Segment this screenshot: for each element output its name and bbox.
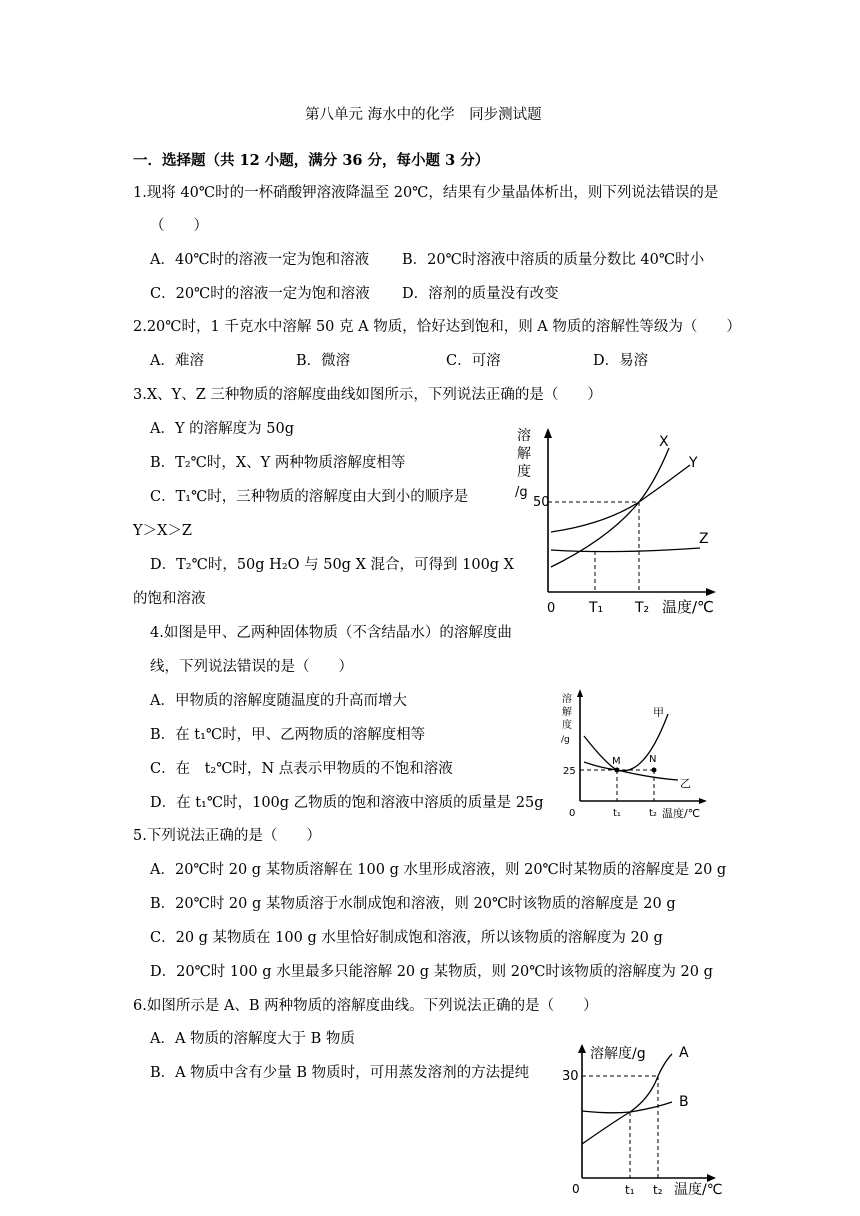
- q4-curve-yi: [584, 762, 678, 780]
- q4-tick-25: 25: [563, 766, 576, 777]
- q4-ylabel-4: /g: [561, 735, 570, 745]
- q3-option-d: D．T₂℃时，50g H₂O 与 50g X 混合，可得到 100g X: [150, 557, 515, 573]
- q3-y-arrow: [544, 428, 552, 438]
- q3-solubility-graph: [505, 420, 725, 620]
- q3-ylabel-1: 溶: [517, 428, 531, 444]
- q3-option-c: C．T₁℃时，三种物质的溶解度由大到小的顺序是: [150, 489, 469, 505]
- q6-solubility-graph: [560, 1036, 730, 1206]
- q4-label-jia: 甲: [653, 706, 664, 719]
- q3-curve-z: [551, 548, 700, 552]
- q6-x-arrow: [707, 1174, 716, 1182]
- q3-stem: 3.X、Y、Z 三种物质的溶解度曲线如图所示，下列说法正确的是（ ）: [133, 387, 602, 403]
- q6-y-arrow: [578, 1044, 586, 1053]
- q3-tick-t1: T₁: [589, 600, 604, 616]
- q5-option-c: C．20 g 某物质在 100 g 水里恰好制成饱和溶液，所以该物质的溶解度为 20 g: [150, 930, 663, 946]
- q4-point-n: [652, 768, 657, 773]
- q5-option-a: A．20℃时 20 g 某物质溶解在 100 g 水里形成溶液，则 20℃时某物质的溶解度是 20 g: [150, 862, 727, 878]
- q6-option-a: A．A 物质的溶解度大于 B 物质: [150, 1031, 355, 1047]
- q4-option-d: D．在 t₁℃时，100g 乙物质的饱和溶液中溶质的质量是 25g: [150, 795, 544, 811]
- q3-ylabel-4: /g: [515, 485, 528, 500]
- q4-ylabel-3: 度: [562, 720, 572, 731]
- q6-label-a: A: [679, 1045, 689, 1061]
- q6-tick-t1: t₁: [625, 1183, 635, 1197]
- q3-option-a: A．Y 的溶解度为 50g: [150, 421, 294, 437]
- q1-answer-paren: （ ）: [150, 218, 208, 234]
- q2-option-b: B．微溶: [296, 353, 351, 369]
- q6-tick-30: 30: [562, 1069, 579, 1084]
- page-title: 第八单元 海水中的化学 同步测试题: [305, 107, 542, 123]
- q5-option-d: D．20℃时 100 g 水里最多只能溶解 20 g 某物质，则 20℃时该物质的溶解度为 20 g: [150, 964, 713, 980]
- q4-label-n: N: [649, 754, 657, 765]
- q4-ylabel-1: 溶: [562, 694, 572, 705]
- q5-option-b: B．20℃时 20 g 某物质溶于水制成饱和溶液，则 20℃时该物质的溶解度是 20 g: [150, 896, 676, 912]
- q3-tick-t2: T₂: [635, 600, 650, 616]
- q3-x-arrow: [706, 588, 716, 596]
- q4-option-a: A．甲物质的溶解度随温度的升高而增大: [150, 693, 407, 709]
- q4-x-arrow: [699, 798, 707, 804]
- q2-stem: 2.20℃时，1 千克水中溶解 50 克 A 物质，恰好达到饱和，则 A 物质的溶解性等级为（ ）: [133, 319, 741, 335]
- q4-option-b: B．在 t₁℃时，甲、乙两物质的溶解度相等: [150, 727, 426, 743]
- q3-tick-50: 50: [533, 495, 550, 510]
- q5-stem: 5.下列说法正确的是（ ）: [133, 828, 321, 844]
- q4-point-m: [615, 768, 620, 773]
- q6-xlabel: 温度/℃: [674, 1182, 723, 1198]
- q3-curve-x: [551, 448, 669, 567]
- q2-option-c: C．可溶: [446, 353, 501, 369]
- q4-xlabel: 温度/℃: [662, 807, 701, 820]
- q6-tick-t2: t₂: [653, 1183, 663, 1197]
- q3-xlabel: 温度/℃: [662, 598, 714, 616]
- q3-ylabel-3: 度: [517, 464, 531, 480]
- q3-label-z: Z: [699, 531, 709, 547]
- q4-solubility-graph: [556, 686, 716, 826]
- q2-option-d: D．易溶: [593, 353, 649, 369]
- q4-origin: 0: [569, 808, 576, 819]
- q2-option-a: A．难溶: [150, 353, 204, 369]
- q4-label-yi: 乙: [680, 777, 691, 790]
- q3-ylabel-2: 解: [517, 446, 531, 462]
- q4-option-c: C．在 t₂℃时，N 点表示甲物质的不饱和溶液: [150, 761, 453, 777]
- q1-option-c: C．20℃时的溶液一定为饱和溶液: [150, 286, 370, 302]
- q1-option-b: B．20℃时溶液中溶质的质量分数比 40℃时小: [402, 252, 705, 268]
- q4-ylabel-2: 解: [562, 707, 572, 718]
- q3-label-y: Y: [689, 455, 698, 471]
- q4-label-m: M: [612, 756, 621, 767]
- q6-origin: 0: [572, 1182, 580, 1196]
- q4-tick-t1: t₁: [613, 808, 621, 819]
- q4-tick-t2: t₂: [649, 808, 657, 819]
- q3-option-b: B．T₂℃时，X、Y 两种物质溶解度相等: [150, 455, 406, 471]
- q4-stem: 4.如图是甲、乙两种固体物质（不含结晶水）的溶解度曲: [150, 625, 512, 641]
- q6-label-b: B: [679, 1094, 689, 1110]
- q6-option-b: B．A 物质中含有少量 B 物质时，可用蒸发溶剂的方法提纯: [150, 1065, 530, 1081]
- q4-y-arrow: [577, 689, 583, 697]
- q1-option-a: A．40℃时的溶液一定为饱和溶液: [150, 252, 370, 268]
- q1-stem: 1.现将 40℃时的一杯硝酸钾溶液降温至 20℃，结果有少量晶体析出，则下列说法错误的是: [133, 185, 719, 201]
- q6-ylabel: 溶解度/g: [590, 1046, 646, 1062]
- q3-origin: 0: [547, 601, 556, 616]
- q4-stem-cont: 线，下列说法错误的是（ ）: [150, 659, 353, 675]
- q1-option-d: D．溶剂的质量没有改变: [402, 286, 559, 302]
- q6-stem: 6.如图所示是 A、B 两种物质的溶解度曲线。下列说法正确的是（ ）: [133, 998, 598, 1014]
- q3-label-x: X: [659, 434, 669, 450]
- q3-option-d-cont: 的饱和溶液: [133, 591, 206, 607]
- q3-option-c-cont: Y＞X＞Z: [133, 523, 192, 539]
- section-heading: 一．选择题（共 12 小题，满分 36 分，每小题 3 分）: [133, 152, 490, 169]
